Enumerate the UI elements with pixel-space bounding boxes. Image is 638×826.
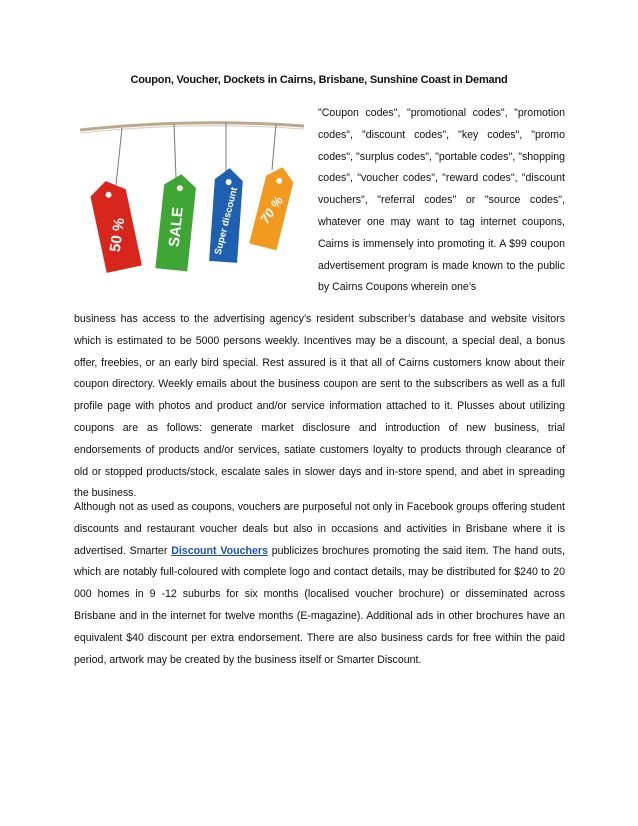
body-paragraph-2 bbox=[74, 497, 565, 671]
discount-tags-illustration bbox=[76, 100, 306, 300]
body-paragraph-1: business has access to the advertising agency’s resident subscriber’s database and website visitors which is estimated to be 5000 persons weekly. Incentives may be a discount, a special deal, a bonus offer, freebies, or an early bird special. Rest assured is it that all of Cairns customers know about their coupon directory. Weekly emails about the business coupon are sent to the subscribers as well as a full profile page with photos and product and/or service information attached to it. Plusses about utilizing coupons are as follows: generate market disclosure and introduction of new business, trial endorsements of products and/or services, satiate customers loyalty to products through clearance of old or stopped products/stock, escalate sales in slower days and in-store spend, and abet in spreading the business. bbox=[74, 313, 565, 500]
red-tag-label: 50 % bbox=[106, 216, 129, 254]
paragraph-2-text-end: publicizes brochures promoting the said item. The hand outs, which are notably full-coloured with complete logo and contact details, may be distributed for $240 to 20 000 homes in 9 -12 suburbs for six months (localised voucher brochure) or disseminated across Brisbane and in the internet for twelve months (E-magazine). Additional ads in other brochures have an equivalent $40 discount per extra endorsement. There are also business cards for free within the paid period, artwork may be created by the business itself or Smarter Discount. bbox=[74, 544, 565, 666]
paragraph-2-text-start: Although not as used as coupons, vouchers are purposeful not only in Facebook groups offering student discounts and restaurant voucher deals but also in occasions and activities in Brisbane where it is advertised. Smarter bbox=[74, 501, 565, 557]
green-tag bbox=[155, 173, 197, 272]
orange-tag-label: 70 % bbox=[257, 193, 287, 227]
blue-tag bbox=[209, 167, 243, 263]
document-title: Coupon, Voucher, Dockets in Cairns, Brisbane, Sunshine Coast in Demand bbox=[130, 74, 508, 86]
orange-tag bbox=[249, 164, 296, 250]
intro-paragraph: "Coupon codes", "promotional codes", "promotion codes", "discount codes", "key codes", "promo codes", "surplus codes", "portable codes", "shopping codes", "voucher codes", "reward codes", "discount vouchers", "referral codes" or "source codes", whatever one may want to tag internet coupons, Cairns is immensely into promoting it. A $99 coupon advertisement program is made known to the public by Cairns Coupons wherein one’s bbox=[318, 107, 565, 294]
blue-tag-label: Super discount bbox=[212, 186, 241, 257]
red-tag bbox=[88, 177, 142, 273]
green-tag-label: SALE bbox=[165, 206, 187, 248]
discount-vouchers-link[interactable]: Discount Vouchers bbox=[171, 544, 268, 557]
